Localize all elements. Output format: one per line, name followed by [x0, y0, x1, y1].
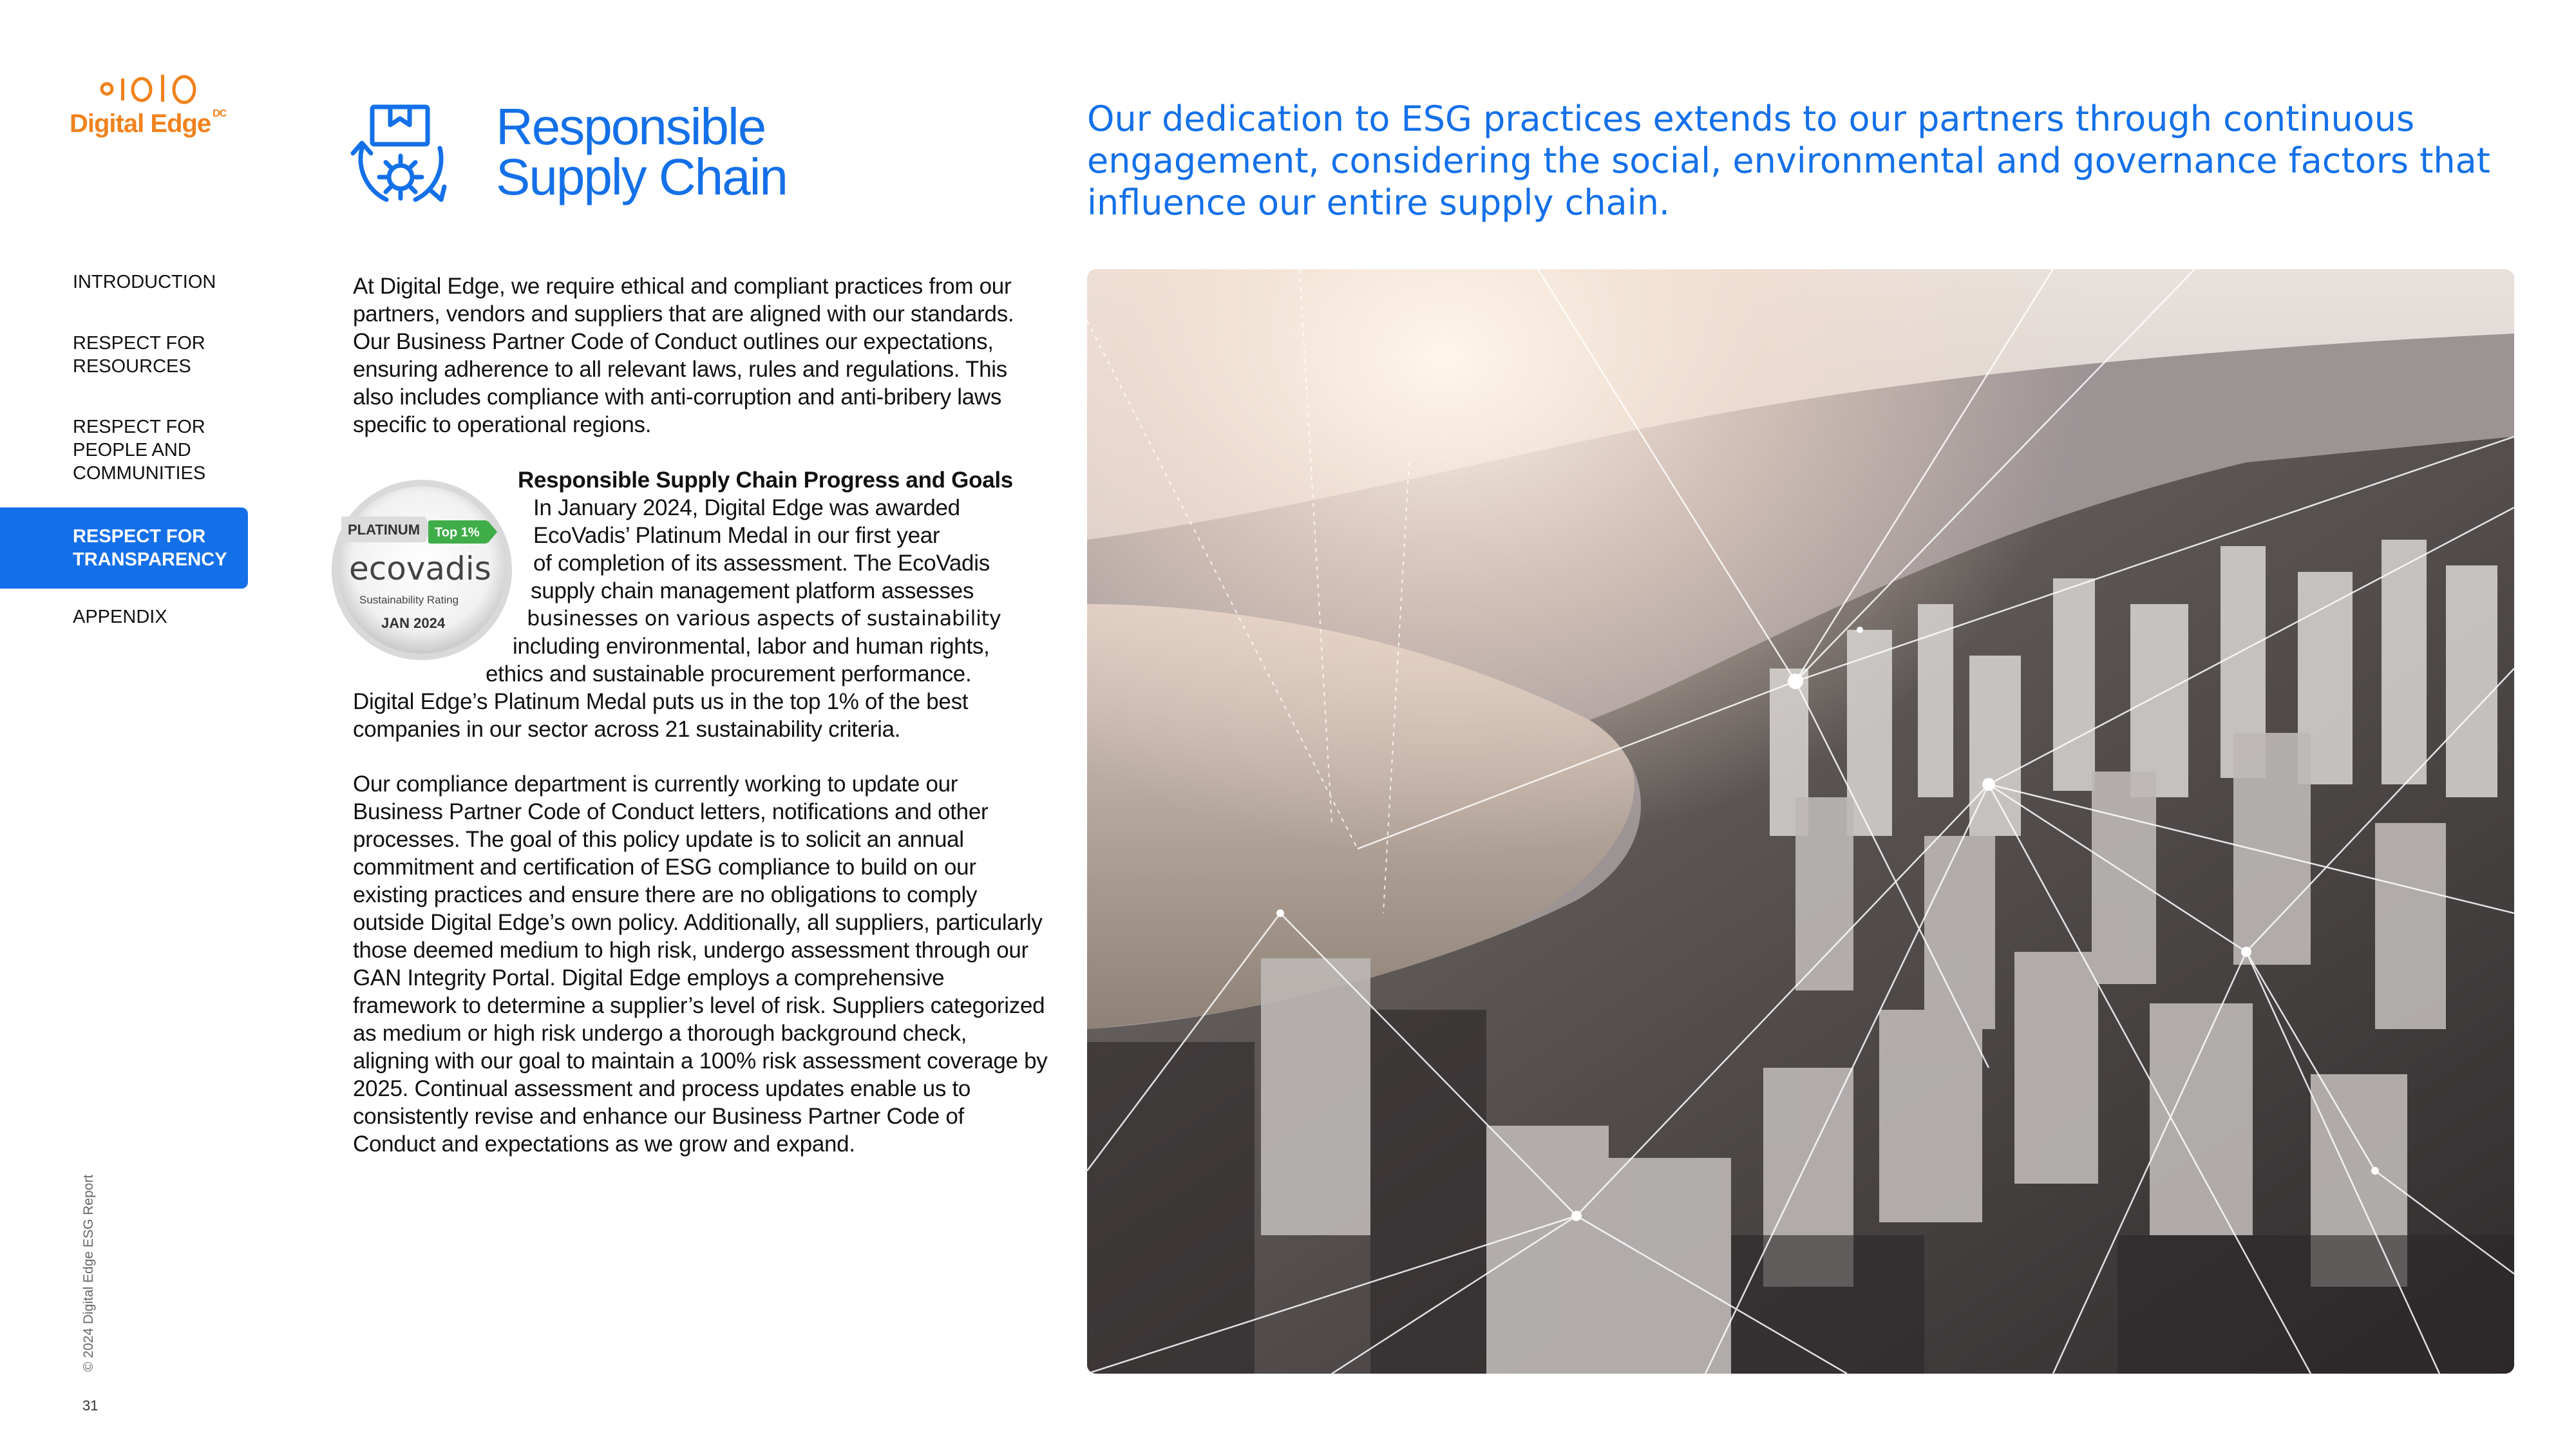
ecovadis-line: In January 2024, Digital Edge was awarded — [533, 495, 960, 520]
medal-brand: ecovadis — [349, 550, 491, 587]
nav-item-respect-for-transparency[interactable]: RESPECT FOR TRANSPARENCY — [0, 507, 248, 589]
lead-statement: Our dedication to ESG practices extends to our partners through continuous engagement, considering the social, environmental and governance factors that influence our entire supply chain. — [1087, 99, 2490, 223]
ecovadis-line: Digital Edge’s Platinum Medal puts us in the top 1% of the best — [353, 689, 969, 714]
nav-item-respect-for-resources[interactable]: RESPECT FOR RESOURCES — [73, 333, 205, 377]
ecovadis-line: businesses on various aspects of sustainability — [527, 606, 1001, 630]
body-paragraph-1: At Digital Edge, we require ethical and compliant practices from our partners, vendors and suppliers that are aligned with our standards. Our Business Partner Code of Conduct outlines our expectations, ensuring adherence to all relevant laws, rules and regulations. This also includes compliance with anti-corruption and anti-bribery laws specific to operational regions. — [353, 274, 1014, 437]
nav-item-introduction[interactable]: INTRODUCTION — [73, 272, 216, 292]
body-paragraph-3: Our compliance department is currently working to update our Business Partner Code of Conduct letters, notifications and other processes. The goal of this policy update is to solicit an annual commitment and certification of ESG compliance to build on our existing practices and ensure there are no obligations to comply outside Digital Edge’s own policy. Additionally, all suppliers, particularly those deemed medium to high risk, undergo assessment through our GAN Integrity Portal. Digital Edge employs a comprehensive framework to determine a supplier’s level of risk. Suppliers categorized as medium or high risk undergo a thorough background check, aligning with our goal to maintain a 100% risk assessment coverage by 2025. Continual assessment and process updates enable us to consistently revise and enhance our Business Partner Code of Conduct and expectations as we grow and expand. — [353, 772, 1048, 1157]
ecovadis-line: including environmental, labor and human rights, — [513, 634, 990, 659]
medal-ribbon: PLATINUM — [348, 522, 421, 538]
city-network-photo — [1087, 269, 2514, 1374]
medal-subtitle: Sustainability Rating — [359, 594, 459, 606]
nav-item-respect-for-people[interactable]: RESPECT FOR PEOPLE AND COMMUNITIES — [73, 417, 206, 484]
page-title: Responsible Supply Chain — [496, 98, 787, 205]
digital-edge-logo — [70, 70, 250, 147]
copyright-footer: © 2024 Digital Edge ESG Report — [81, 1174, 96, 1372]
ecovadis-line: supply chain management platform assesses — [531, 578, 974, 603]
nav-item-appendix[interactable]: APPENDIX — [73, 607, 167, 627]
medal-date: JAN 2024 — [381, 615, 446, 631]
ecovadis-heading: Responsible Supply Chain Progress and Goals — [518, 468, 1013, 493]
ecovadis-line: companies in our sector across 21 sustainability criteria. — [353, 717, 901, 742]
medal-tag: Top 1% — [435, 526, 480, 540]
logo-mark-icon — [99, 70, 202, 108]
ecovadis-line: of completion of its assessment. The EcoVadis — [533, 551, 990, 576]
ecovadis-line: EcoVadis’ Platinum Medal in our first year — [533, 523, 940, 548]
ecovadis-line: ethics and sustainable procurement performance. — [486, 661, 972, 687]
supply-chain-icon — [348, 103, 454, 209]
ecovadis-platinum-medal — [328, 477, 515, 663]
page-number: 31 — [82, 1397, 99, 1414]
logo-brand: Digital Edge $^{DC}$ — [70, 108, 227, 138]
